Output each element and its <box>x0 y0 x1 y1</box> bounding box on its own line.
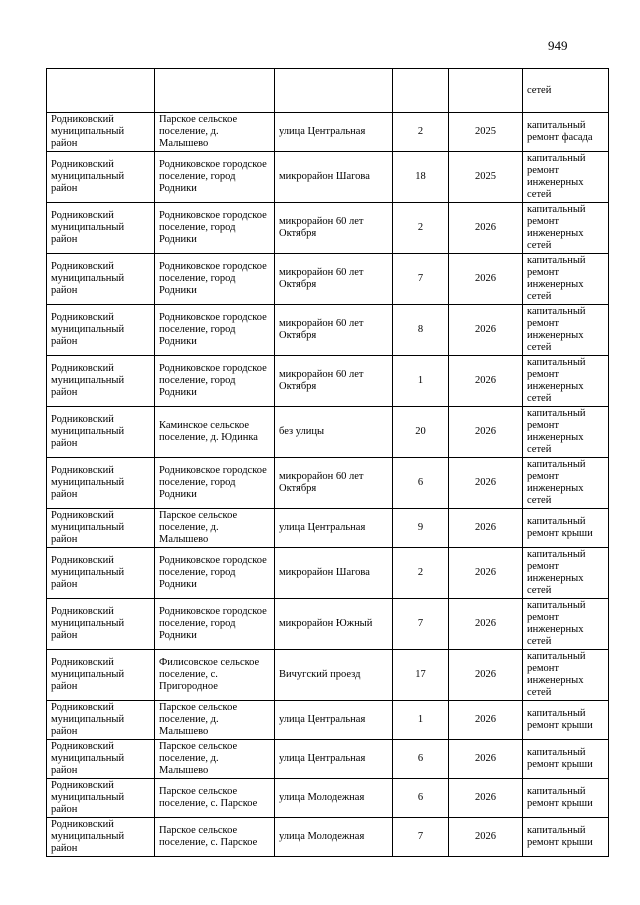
work-type-cell: капитальный ремонт крыши <box>523 818 609 857</box>
house-number-cell: 6 <box>393 458 449 509</box>
district-cell: Родниковский муниципальный район <box>47 458 155 509</box>
table-row <box>47 740 609 779</box>
house-number-cell: 18 <box>393 152 449 203</box>
table-row <box>47 113 609 152</box>
work-type-cell: капитальный ремонт фасада <box>523 113 609 152</box>
year-cell: 2026 <box>449 650 523 701</box>
work-type-cell: капитальный ремонт крыши <box>523 779 609 818</box>
house-number-cell: 20 <box>393 407 449 458</box>
year-cell: 2026 <box>449 305 523 356</box>
district-cell: Родниковский муниципальный район <box>47 740 155 779</box>
table-row <box>47 407 609 458</box>
settlement-cell: Парское сельское поселение, с. Парское <box>155 779 275 818</box>
house-number-cell: 6 <box>393 779 449 818</box>
table-row <box>47 779 609 818</box>
year-cell: 2025 <box>449 152 523 203</box>
street-cell: улица Центральная <box>275 701 393 740</box>
street-cell: микрорайон 60 лет Октября <box>275 458 393 509</box>
settlement-cell: Парское сельское поселение, д. Малышево <box>155 701 275 740</box>
table-row-continuation <box>47 69 609 113</box>
street-cell: улица Молодежная <box>275 779 393 818</box>
settlement-cell: Родниковское городское поселение, город Родники <box>155 599 275 650</box>
work-type-cell: капитальный ремонт инженерных сетей <box>523 458 609 509</box>
table-row <box>47 458 609 509</box>
year-cell: 2026 <box>449 740 523 779</box>
settlement-cell: Родниковское городское поселение, город Родники <box>155 152 275 203</box>
house-number-cell <box>393 69 449 113</box>
table-row <box>47 152 609 203</box>
street-cell: микрорайон 60 лет Октября <box>275 254 393 305</box>
table-row <box>47 818 609 857</box>
house-number-cell: 1 <box>393 356 449 407</box>
street-cell: микрорайон Шагова <box>275 548 393 599</box>
settlement-cell: Парское сельское поселение, д. Малышево <box>155 113 275 152</box>
district-cell: Родниковский муниципальный район <box>47 254 155 305</box>
settlement-cell: Парское сельское поселение, д. Малышево <box>155 740 275 779</box>
work-type-cell: капитальный ремонт инженерных сетей <box>523 152 609 203</box>
house-number-cell: 2 <box>393 203 449 254</box>
settlement-cell: Родниковское городское поселение, город Родники <box>155 254 275 305</box>
house-number-cell: 9 <box>393 509 449 548</box>
table-body <box>47 69 609 857</box>
street-cell: без улицы <box>275 407 393 458</box>
district-cell: Родниковский муниципальный район <box>47 305 155 356</box>
work-type-cell: капитальный ремонт крыши <box>523 509 609 548</box>
street-cell: Вичугский проезд <box>275 650 393 701</box>
work-type-cell: капитальный ремонт инженерных сетей <box>523 305 609 356</box>
year-cell: 2026 <box>449 599 523 650</box>
street-cell: микрорайон Южный <box>275 599 393 650</box>
street-cell: микрорайон 60 лет Октября <box>275 356 393 407</box>
work-type-cell: капитальный ремонт инженерных сетей <box>523 599 609 650</box>
street-cell: микрорайон 60 лет Октября <box>275 305 393 356</box>
table-row <box>47 509 609 548</box>
settlement-cell: Родниковское городское поселение, город Родники <box>155 458 275 509</box>
settlement-cell: Каминское сельское поселение, д. Юдинка <box>155 407 275 458</box>
street-cell: микрорайон Шагова <box>275 152 393 203</box>
table-row <box>47 203 609 254</box>
house-number-cell: 17 <box>393 650 449 701</box>
table-row <box>47 650 609 701</box>
page-number: 949 <box>548 38 568 53</box>
district-cell: Родниковский муниципальный район <box>47 818 155 857</box>
district-cell: Родниковский муниципальный район <box>47 548 155 599</box>
district-cell: Родниковский муниципальный район <box>47 509 155 548</box>
work-type-cell: капитальный ремонт инженерных сетей <box>523 548 609 599</box>
table-row <box>47 701 609 740</box>
year-cell: 2026 <box>449 548 523 599</box>
settlement-cell: Родниковское городское поселение, город Родники <box>155 305 275 356</box>
street-cell: улица Центральная <box>275 113 393 152</box>
work-type-cell: сетей <box>523 69 609 113</box>
house-number-cell: 7 <box>393 818 449 857</box>
work-type-cell: капитальный ремонт инженерных сетей <box>523 407 609 458</box>
street-cell: улица Центральная <box>275 509 393 548</box>
house-number-cell: 6 <box>393 740 449 779</box>
year-cell <box>449 69 523 113</box>
work-type-cell: капитальный ремонт крыши <box>523 740 609 779</box>
house-number-cell: 2 <box>393 113 449 152</box>
street-cell: микрорайон 60 лет Октября <box>275 203 393 254</box>
district-cell: Родниковский муниципальный район <box>47 701 155 740</box>
district-cell: Родниковский муниципальный район <box>47 152 155 203</box>
table-row <box>47 254 609 305</box>
settlement-cell: Родниковское городское поселение, город Родники <box>155 548 275 599</box>
table-row <box>47 305 609 356</box>
street-cell: улица Центральная <box>275 740 393 779</box>
house-number-cell: 8 <box>393 305 449 356</box>
year-cell: 2026 <box>449 254 523 305</box>
work-type-cell: капитальный ремонт инженерных сетей <box>523 203 609 254</box>
year-cell: 2026 <box>449 356 523 407</box>
work-type-cell: капитальный ремонт инженерных сетей <box>523 254 609 305</box>
year-cell: 2026 <box>449 701 523 740</box>
district-cell: Родниковский муниципальный район <box>47 779 155 818</box>
year-cell: 2026 <box>449 779 523 818</box>
settlement-cell: Филисовское сельское поселение, с. Пригородное <box>155 650 275 701</box>
district-cell: Родниковский муниципальный район <box>47 599 155 650</box>
house-number-cell: 7 <box>393 254 449 305</box>
settlement-cell <box>155 69 275 113</box>
year-cell: 2026 <box>449 407 523 458</box>
house-number-cell: 1 <box>393 701 449 740</box>
work-type-cell: капитальный ремонт инженерных сетей <box>523 650 609 701</box>
street-cell: улица Молодежная <box>275 818 393 857</box>
settlement-cell: Парское сельское поселение, с. Парское <box>155 818 275 857</box>
district-cell: Родниковский муниципальный район <box>47 650 155 701</box>
district-cell: Родниковский муниципальный район <box>47 356 155 407</box>
table-row <box>47 356 609 407</box>
housing-repair-table <box>46 68 609 857</box>
district-cell <box>47 69 155 113</box>
year-cell: 2026 <box>449 818 523 857</box>
settlement-cell: Парское сельское поселение, д. Малышево <box>155 509 275 548</box>
table-row <box>47 548 609 599</box>
year-cell: 2026 <box>449 458 523 509</box>
district-cell: Родниковский муниципальный район <box>47 407 155 458</box>
work-type-cell: капитальный ремонт крыши <box>523 701 609 740</box>
year-cell: 2025 <box>449 113 523 152</box>
settlement-cell: Родниковское городское поселение, город Родники <box>155 356 275 407</box>
district-cell: Родниковский муниципальный район <box>47 203 155 254</box>
settlement-cell: Родниковское городское поселение, город Родники <box>155 203 275 254</box>
district-cell: Родниковский муниципальный район <box>47 113 155 152</box>
house-number-cell: 7 <box>393 599 449 650</box>
year-cell: 2026 <box>449 509 523 548</box>
house-number-cell: 2 <box>393 548 449 599</box>
year-cell: 2026 <box>449 203 523 254</box>
table-row <box>47 599 609 650</box>
work-type-cell: капитальный ремонт инженерных сетей <box>523 356 609 407</box>
street-cell <box>275 69 393 113</box>
